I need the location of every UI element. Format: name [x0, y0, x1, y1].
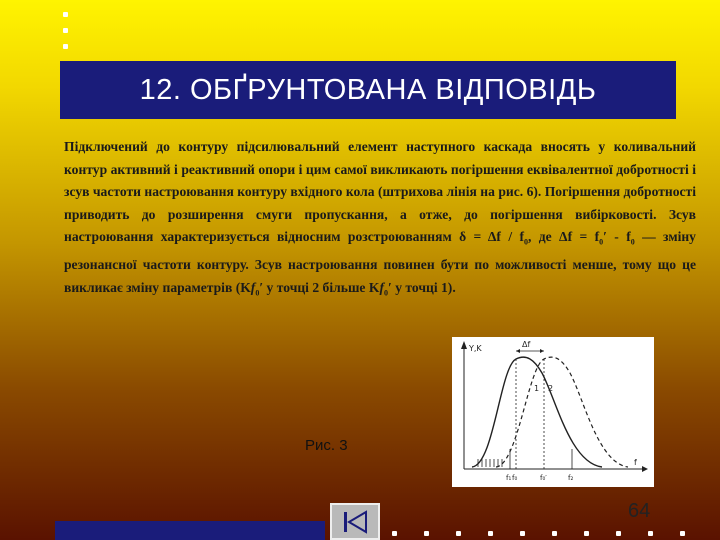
f0-label: f₀	[512, 474, 518, 482]
subscript: 0	[599, 237, 604, 247]
slide-title: 12. ОБҐРУНТОВАНА ВІДПОВІДЬ	[139, 73, 597, 106]
decor-dot	[63, 28, 68, 33]
f0-prime-label: f₀′	[540, 474, 547, 482]
formula-delta: δ = Δf / f	[459, 229, 524, 244]
resonance-curves-svg	[452, 337, 654, 487]
body-text-segment: Підключений до контуру підсилювальний елемент наступного каскада вносять у коливальний контур активний і реактивний опори і цим самої викликають погіршення еквівалентної добротності і зсув частоти настроювання контуру вхідного кола (штрихова лінія на рис. 6). Погіршення добротності приводить до розширення смуги пропускання, а отже, до погіршення вибірковості. Зсув настроювання характеризується відносним розстроюванням	[64, 139, 696, 244]
formula-f: f	[250, 279, 256, 295]
formula-f0: ′ - f	[603, 229, 631, 244]
decor-dot	[552, 531, 557, 536]
body-text-segment: — зміну резонансної частоти контуру. Зсув настроювання повинен бути по можливості менше, тому що це викликає зміну параметрів (K	[64, 229, 696, 295]
bottom-accent-bar	[55, 521, 325, 540]
body-text-segment: , де	[528, 229, 560, 244]
point-1-label: 1	[534, 384, 540, 393]
x-axis-label: f	[634, 458, 637, 467]
decor-dot	[392, 531, 397, 536]
body-text-segment: ′ у точці 2 більше K	[259, 279, 380, 295]
subscript: 0	[383, 288, 388, 298]
skip-to-start-icon	[340, 510, 370, 534]
decor-dot	[648, 531, 653, 536]
decor-dot	[63, 12, 68, 17]
decor-dot	[488, 531, 493, 536]
point-2-label: 2	[548, 384, 554, 393]
figure-caption: Рис. 3	[305, 437, 348, 454]
decor-dot	[456, 531, 461, 536]
formula-f: f	[379, 279, 384, 295]
subscript: 0	[630, 237, 635, 247]
nav-first-slide-button[interactable]	[330, 503, 380, 540]
f2-label: f₂	[568, 474, 574, 482]
subscript: 0	[524, 237, 528, 247]
decor-dot	[63, 44, 68, 49]
slide-title-bar	[60, 61, 676, 119]
decor-dot	[616, 531, 621, 536]
figure-resonance-curves	[452, 337, 654, 487]
page-number: 64	[628, 500, 651, 522]
decor-dot	[584, 531, 589, 536]
f1-label: f₁	[506, 474, 512, 482]
decor-dot	[680, 531, 685, 536]
decor-dot	[424, 531, 429, 536]
slide-body-text	[64, 136, 696, 305]
formula-df: Δf = f	[559, 229, 600, 244]
delta-f-label: Δf	[522, 340, 531, 349]
decor-dot	[520, 531, 525, 536]
body-text-segment: ′ у точці 1).	[387, 279, 456, 295]
y-axis-label: Y,K	[469, 344, 482, 353]
subscript: 0	[255, 288, 260, 298]
